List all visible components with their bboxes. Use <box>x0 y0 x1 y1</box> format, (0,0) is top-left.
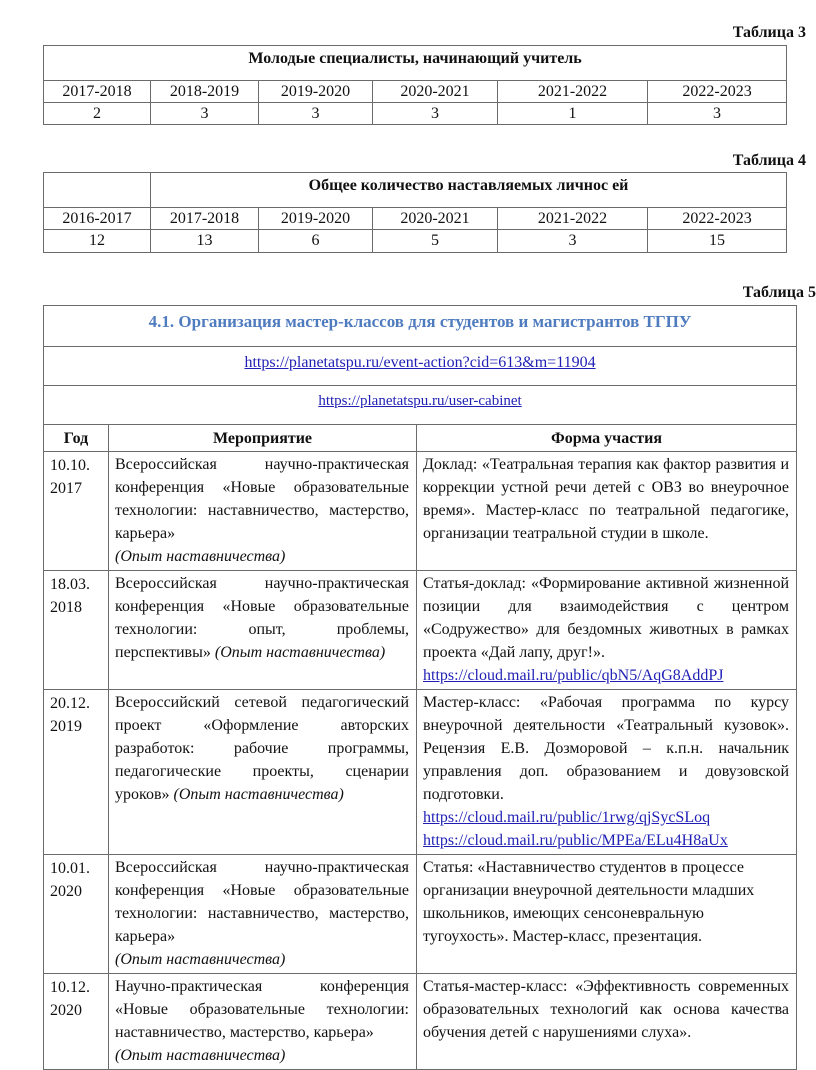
row-form <box>417 571 797 690</box>
row-event <box>109 974 417 1070</box>
table4-value: 5 <box>373 230 498 253</box>
table4-value: 15 <box>648 230 787 253</box>
row-date: 10.10. 2017 <box>44 452 109 571</box>
row-date: 10.12. 2020 <box>44 974 109 1070</box>
table4-year: 2019-2020 <box>259 208 373 230</box>
table3 <box>43 45 787 125</box>
table4-year: 2020-2021 <box>373 208 498 230</box>
table-row <box>44 571 797 690</box>
event-note: (Опыт наставничества) <box>173 786 344 803</box>
table3-year: 2017-2018 <box>44 81 151 103</box>
cloud-link[interactable]: https://cloud.mail.ru/public/1rwg/qjSycSLoq <box>423 809 711 826</box>
table4-year: 2017-2018 <box>151 208 259 230</box>
table5-caption: Таблица 5 <box>742 284 816 301</box>
table3-caption: Таблица 3 <box>732 24 806 41</box>
row-date: 20.12. 2019 <box>44 690 109 855</box>
column-header-participation: Форма участия <box>417 425 797 452</box>
row-form <box>417 690 797 855</box>
table3-value: 2 <box>44 103 151 125</box>
column-header-event: Мероприятие <box>109 425 417 452</box>
event-note: (Опыт наставничества) <box>115 951 286 968</box>
event-text: Всероссийская научно-практическая конференция «Новые образовательные технологии: наставничество, мастерство, карьера» <box>115 859 409 945</box>
table5-title: 4.1. Организация мастер-классов для студентов и магистрантов ТГПУ <box>44 306 797 347</box>
row-date: 10.01. 2020 <box>44 855 109 974</box>
table4-header: Общее количество наставляемых личнос ей <box>151 173 787 208</box>
table3-value: 1 <box>498 103 648 125</box>
row-date: 18.03. 2018 <box>44 571 109 690</box>
row-event <box>109 571 417 690</box>
table-row <box>44 452 797 571</box>
table3-year: 2021-2022 <box>498 81 648 103</box>
event-text: Всероссийский сетевой педагогический проект «Оформление авторских разработок: рабочие программы, педагогические проекты, сценарии уроков» <box>115 694 409 803</box>
form-text: Статья-доклад: «Формирование активной жизненной позиции для взаимодействия с центром «Содружество» для бездомных животных в рамках проекта «Дай лапу, друг!». <box>423 575 790 661</box>
event-action-link[interactable]: https://planetatspu.ru/event-action?cid=613&m=11904 <box>244 354 596 371</box>
row-event <box>109 690 417 855</box>
table4-year: 2021-2022 <box>498 208 648 230</box>
column-header-year: Год <box>44 425 109 452</box>
table5 <box>43 305 797 1070</box>
event-note: (Опыт наставничества) <box>214 644 386 661</box>
cloud-link[interactable]: https://cloud.mail.ru/public/MPEa/ELu4H8aUx <box>423 832 728 849</box>
table4-empty-cell <box>44 173 151 208</box>
event-text: Научно-практическая конференция «Новые образовательные технологии: наставничество, мастерство, карьера» <box>115 978 409 1041</box>
table3-value: 3 <box>151 103 259 125</box>
table-row <box>44 855 797 974</box>
table4-year: 2022-2023 <box>648 208 787 230</box>
table3-value: 3 <box>259 103 373 125</box>
table3-value: 3 <box>648 103 787 125</box>
table4-year: 2016-2017 <box>44 208 151 230</box>
user-cabinet-link[interactable]: https://planetatspu.ru/user-cabinet <box>318 393 522 409</box>
event-note: (Опыт наставничества) <box>115 1047 286 1064</box>
table4-value: 13 <box>151 230 259 253</box>
table-row <box>44 974 797 1070</box>
table3-value: 3 <box>373 103 498 125</box>
event-text: Всероссийская научно-практическая конференция «Новые образовательные технологии: опыт, проблемы, перспективы» <box>115 575 409 661</box>
row-event <box>109 855 417 974</box>
event-note: (Опыт наставничества) <box>115 548 286 565</box>
form-text: Мастер-класс: «Рабочая программа по курсу внеурочной деятельности «Театральный кузовок». Рецензия Е.В. Дозморовой – к.п.н. начальник управления доп. образованием и довузовской подготовки. <box>423 694 790 803</box>
row-event <box>109 452 417 571</box>
table4-value: 3 <box>498 230 648 253</box>
table3-year: 2022-2023 <box>648 81 787 103</box>
row-form: Статья-мастер-класс: «Эффективность современных образовательных технологий как основа качества обучения детей с нарушениями слуха». <box>417 974 797 1070</box>
table4-caption: Таблица 4 <box>732 152 806 169</box>
table3-year: 2019-2020 <box>259 81 373 103</box>
table3-header: Молодые специалисты, начинающий учитель <box>44 46 787 81</box>
table4 <box>43 172 787 253</box>
table3-year: 2020-2021 <box>373 81 498 103</box>
table-row <box>44 690 797 855</box>
table4-value: 6 <box>259 230 373 253</box>
table3-year: 2018-2019 <box>151 81 259 103</box>
event-text: Всероссийская научно-практическая конференция «Новые образовательные технологии: наставничество, мастерство, карьера» <box>115 456 409 542</box>
table4-value: 12 <box>44 230 151 253</box>
cloud-link[interactable]: https://cloud.mail.ru/public/qbN5/AqG8AddPJ <box>423 667 724 684</box>
row-form: Доклад: «Театральная терапия как фактор развития и коррекции устной речи детей с ОВЗ во внеурочное время». Мастер-класс по театральной педагогике, организации театральной студии в школе. <box>417 452 797 571</box>
row-form: Статья: «Наставничество студентов в процессе организации внеурочной деятельности младших школьников, имеющих сенсоневральную тугоухость». Мастер-класс, презентация. <box>417 855 797 974</box>
